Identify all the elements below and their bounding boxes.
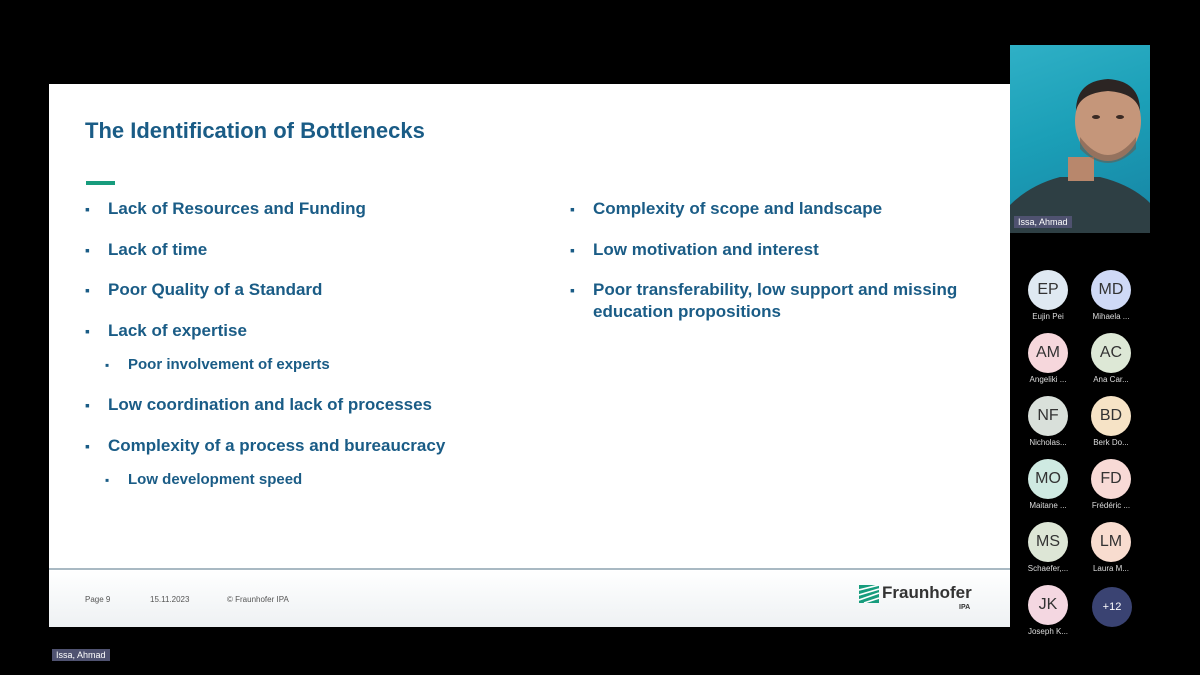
sub-bullet-item	[85, 469, 525, 491]
bullet-icon: ▪	[85, 241, 90, 258]
bullet-icon: ▪	[85, 437, 90, 454]
bullet-text: Poor Quality of a Standard	[108, 280, 323, 299]
bullet-item	[570, 239, 970, 261]
participant-tile[interactable]	[1013, 333, 1083, 393]
participant-tile[interactable]	[1013, 585, 1083, 645]
bullet-list-left	[85, 198, 525, 509]
speaker-video-tile[interactable]	[1010, 45, 1150, 233]
participant-avatar: BD	[1091, 396, 1131, 436]
participant-tile[interactable]	[1076, 270, 1146, 330]
slide	[49, 84, 1010, 627]
footer-date: 15.11.2023	[150, 595, 190, 604]
participant-name: Nicholas...	[1029, 438, 1067, 447]
bullet-text: Poor transferability, low support and missing education propositions	[593, 280, 958, 321]
bullet-text: Low coordination and lack of processes	[108, 395, 433, 414]
participant-avatar: NF	[1028, 396, 1068, 436]
bullet-icon: ▪	[570, 282, 575, 298]
participant-avatar: MD	[1091, 270, 1131, 310]
participant-avatar: AM	[1028, 333, 1068, 373]
bullet-text: Lack of expertise	[108, 320, 247, 340]
participant-tile[interactable]	[1076, 396, 1146, 456]
bullet-item	[570, 279, 970, 323]
bullet-item	[85, 435, 525, 457]
bullet-item	[85, 239, 525, 261]
participant-name: Schaefer,...	[1027, 564, 1069, 573]
bullet-icon: ▪	[105, 358, 110, 372]
bullet-text: Poor involvement of experts	[128, 356, 330, 373]
participant-avatar: LM	[1091, 522, 1131, 562]
sub-bullet-item	[85, 354, 525, 376]
speaker-name-tag: Issa, Ahmad	[1014, 216, 1072, 228]
participant-tile[interactable]	[1013, 459, 1083, 519]
participant-tile[interactable]	[1013, 522, 1083, 582]
bullet-item	[85, 279, 525, 301]
title-accent-bar	[86, 181, 115, 185]
speaker-video-image	[1010, 45, 1150, 233]
participant-name: Berk Do...	[1093, 438, 1129, 447]
bullet-text: Lack of Resources and Funding	[108, 199, 366, 218]
participant-avatar: MS	[1028, 522, 1068, 562]
participant-name: Angeliki ...	[1029, 375, 1067, 384]
participant-avatar: MO	[1028, 459, 1068, 499]
footer-page: Page 9	[85, 595, 111, 604]
participant-name: Joseph K...	[1027, 627, 1069, 636]
participant-tile[interactable]	[1013, 270, 1083, 330]
participant-name: Mihaela ...	[1092, 312, 1130, 321]
more-participants-button[interactable]: +12	[1092, 587, 1132, 627]
participant-name: Frédéric ...	[1091, 501, 1131, 510]
bullet-icon: ▪	[85, 201, 90, 217]
bullet-icon: ▪	[570, 241, 575, 258]
bullet-text: Complexity of a process and bureaucracy	[108, 435, 446, 455]
bullet-item	[85, 320, 525, 342]
bullet-text: Low development speed	[128, 471, 303, 488]
bullet-text: Low motivation and interest	[593, 239, 819, 259]
bullet-item	[85, 394, 525, 416]
participant-tile[interactable]	[1013, 396, 1083, 456]
bullet-item	[570, 198, 970, 220]
participant-tile[interactable]	[1076, 333, 1146, 393]
bullet-text: Lack of time	[108, 239, 208, 259]
bullet-text: Complexity of scope and landscape	[593, 199, 883, 218]
participant-tile[interactable]	[1076, 459, 1146, 519]
bullet-icon: ▪	[85, 397, 90, 413]
footer-copyright: © Fraunhofer IPA	[227, 595, 289, 604]
participant-name: Ana Car...	[1093, 375, 1129, 384]
participant-avatar: FD	[1091, 459, 1131, 499]
bullet-icon: ▪	[85, 322, 90, 339]
bullet-icon: ▪	[85, 282, 90, 298]
participant-name: Maitane ...	[1029, 501, 1067, 510]
participant-avatar: AC	[1091, 333, 1131, 373]
logo-subtext: IPA	[959, 604, 971, 611]
bullet-icon: ▪	[105, 473, 110, 487]
bullet-list-right	[570, 198, 970, 342]
bullet-icon: ▪	[570, 201, 575, 217]
slide-title: The Identification of Bottlenecks	[85, 118, 425, 143]
bullet-item	[85, 198, 525, 220]
participant-name: Eujin Pei	[1032, 312, 1064, 321]
fraunhofer-logo-icon	[859, 585, 879, 603]
presenter-name-tag: Issa, Ahmad	[52, 649, 110, 661]
participant-avatar: EP	[1028, 270, 1068, 310]
logo-wordmark: Fraunhofer	[882, 583, 972, 602]
participant-name: Laura M...	[1092, 564, 1129, 573]
fraunhofer-logo	[859, 582, 989, 616]
participant-tile[interactable]	[1076, 522, 1146, 582]
participant-avatar: JK	[1028, 585, 1068, 625]
